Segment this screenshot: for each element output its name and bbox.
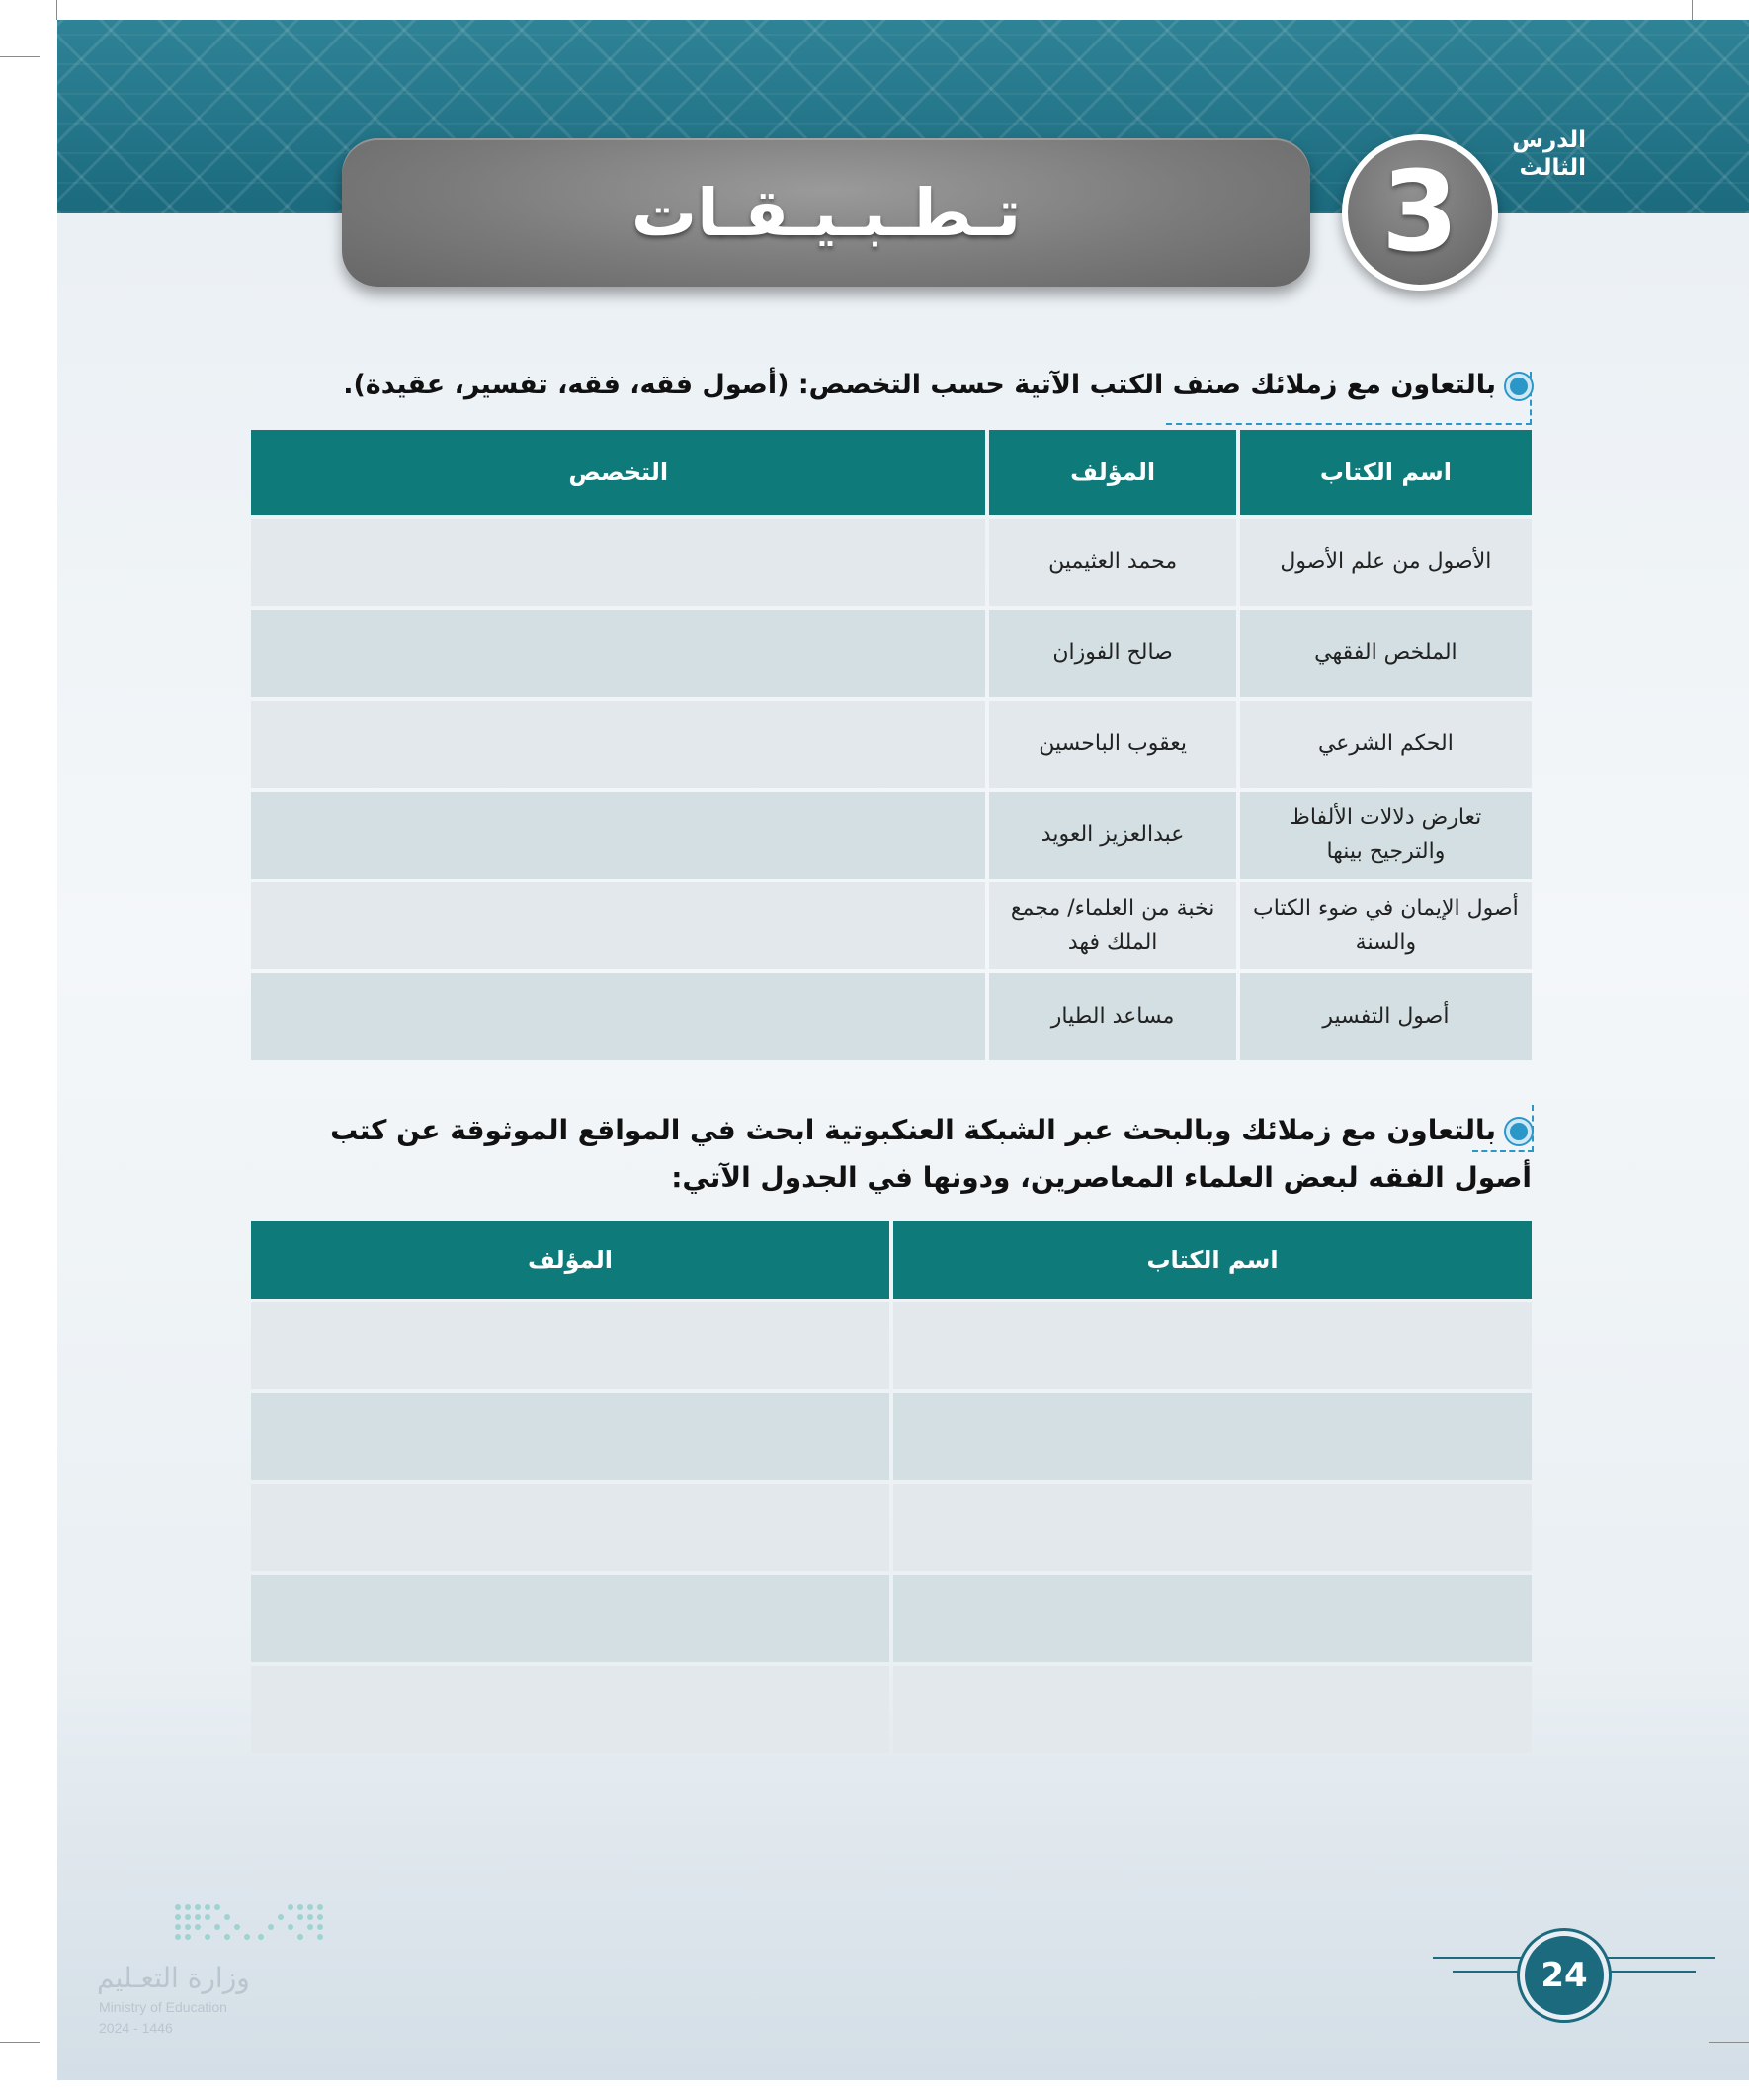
activity2-instruction-text: بالتعاون مع زملائك وبالبحث عبر الشبكة العنكبوتية ابحث في المواقع الموثوقة عن كتب أصول الفقه لبعض العلماء المعاصرين، ودونها في الجدول الآتي: (330, 1114, 1532, 1194)
page-number (1520, 1931, 1609, 2020)
table-row (251, 792, 1532, 879)
author-input-cell[interactable] (251, 1393, 889, 1480)
column-header-book: اسم الكتاب (1240, 430, 1532, 515)
page-title: تـطـبـيـقـات (630, 174, 1022, 251)
bullet-icon (1506, 374, 1532, 399)
activity2-instruction (247, 1107, 1532, 1202)
page-number-rule (1607, 1971, 1696, 1973)
book-input-cell[interactable] (893, 1484, 1532, 1571)
ministry-name-arabic: وزارة التعـليم (97, 1962, 250, 1994)
book-input-cell[interactable] (893, 1666, 1532, 1753)
crop-mark (56, 0, 57, 20)
classification-table (247, 426, 1536, 1064)
author-cell: صالح الفوزان (989, 610, 1235, 697)
book-cell: تعارض دلالات الألفاظ والترجيح بينها (1240, 792, 1532, 879)
table-row (251, 610, 1532, 697)
activity1-instruction (237, 366, 1532, 405)
author-input-cell[interactable] (251, 1666, 889, 1753)
book-cell: الحكم الشرعي (1240, 701, 1532, 788)
author-input-cell[interactable] (251, 1575, 889, 1662)
specialty-input-cell[interactable] (251, 701, 985, 788)
research-table (247, 1218, 1536, 1757)
table-row (251, 1302, 1532, 1389)
book-input-cell[interactable] (893, 1302, 1532, 1389)
table-row (251, 1484, 1532, 1571)
specialty-input-cell[interactable] (251, 610, 985, 697)
column-header-specialty: التخصص (251, 430, 985, 515)
author-cell: محمد العثيمين (989, 519, 1235, 606)
page-number-rule (1607, 1957, 1715, 1959)
column-header-book: اسم الكتاب (893, 1221, 1532, 1299)
book-cell: أصول التفسير (1240, 973, 1532, 1060)
author-input-cell[interactable] (251, 1302, 889, 1389)
author-cell: يعقوب الباحسين (989, 701, 1235, 788)
activity1-instruction-text: بالتعاون مع زملائك صنف الكتب الآتية حسب التخصص: (أصول فقه، فقه، تفسير، عقيدة). (343, 370, 1496, 400)
crop-mark (0, 56, 40, 57)
ministry-logo-icon (170, 1899, 328, 1951)
bullet-icon (1506, 1119, 1532, 1144)
page-title-banner (342, 138, 1310, 287)
page-number-rule (1433, 1957, 1522, 1959)
table-row (251, 973, 1532, 1060)
specialty-input-cell[interactable] (251, 792, 985, 879)
ministry-name-english: Ministry of Education (99, 1999, 227, 2015)
crop-mark (1692, 0, 1693, 20)
specialty-input-cell[interactable] (251, 882, 985, 969)
page-number-rule (1453, 1971, 1522, 1973)
specialty-input-cell[interactable] (251, 973, 985, 1060)
table-row (251, 1575, 1532, 1662)
author-input-cell[interactable] (251, 1484, 889, 1571)
lesson-number: 3 (1381, 148, 1458, 277)
table-row (251, 882, 1532, 969)
book-cell: أصول الإيمان في ضوء الكتاب والسنة (1240, 882, 1532, 969)
column-header-author: المؤلف (251, 1221, 889, 1299)
lesson-label-word: الدرس (1512, 127, 1586, 153)
author-cell: مساعد الطيار (989, 973, 1235, 1060)
book-cell: الملخص الفقهي (1240, 610, 1532, 697)
specialty-input-cell[interactable] (251, 519, 985, 606)
lesson-number-badge (1342, 134, 1498, 291)
table-row (251, 1666, 1532, 1753)
author-cell: نخبة من العلماء/ مجمع الملك فهد (989, 882, 1235, 969)
page-number-text: 24 (1541, 1956, 1588, 1995)
crop-mark (0, 2042, 40, 2043)
lesson-label-ordinal: الثالث (1519, 155, 1586, 181)
book-input-cell[interactable] (893, 1575, 1532, 1662)
table-row (251, 1393, 1532, 1480)
column-header-author: المؤلف (989, 430, 1235, 515)
book-cell: الأصول من علم الأصول (1240, 519, 1532, 606)
table-row (251, 701, 1532, 788)
table-row (251, 519, 1532, 606)
crop-mark (1709, 2042, 1749, 2043)
book-input-cell[interactable] (893, 1393, 1532, 1480)
edition-year: 2024 - 1446 (99, 2020, 173, 2036)
lesson-label (1487, 126, 1586, 182)
author-cell: عبدالعزيز العويد (989, 792, 1235, 879)
